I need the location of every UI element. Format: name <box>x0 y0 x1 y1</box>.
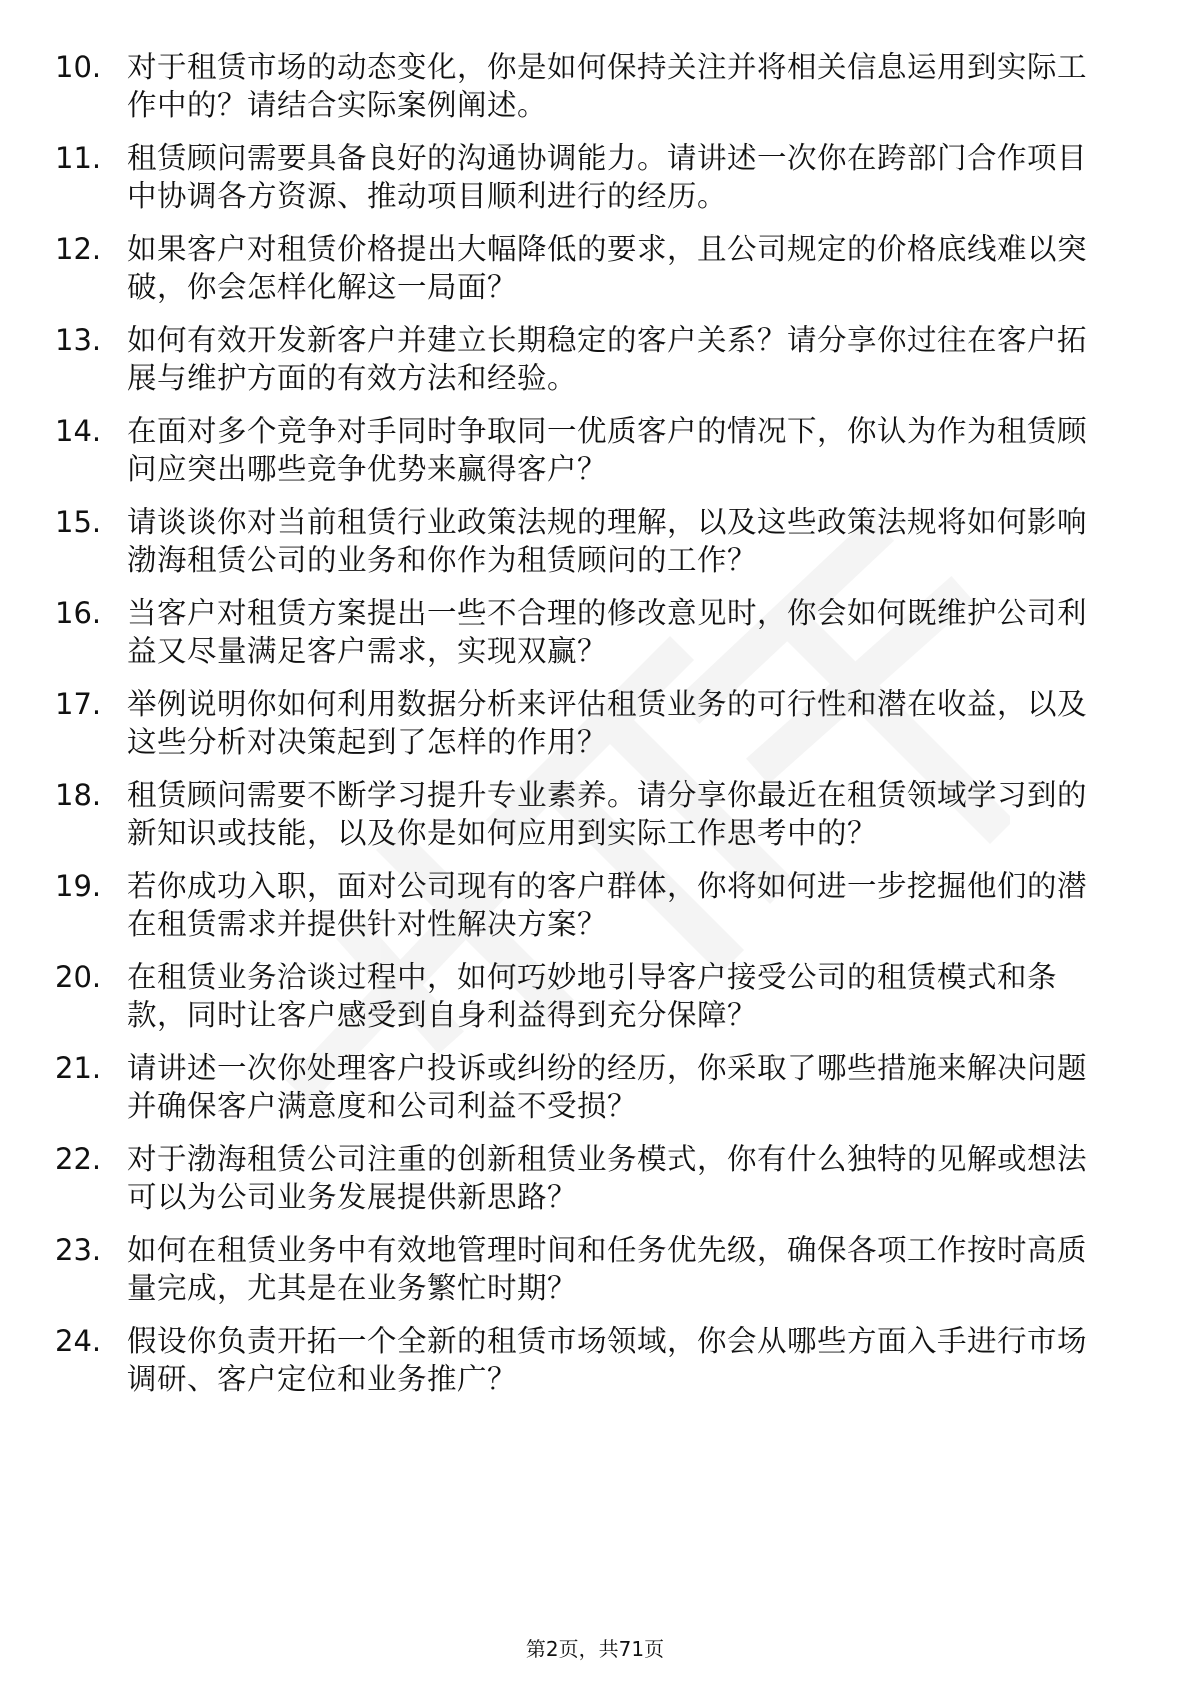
question-item <box>55 139 1115 215</box>
question-item <box>55 958 1115 1034</box>
question-item <box>55 867 1115 943</box>
question-text: 在租赁业务洽谈过程中，如何巧妙地引导客户接受公司的租赁模式和条款，同时让客户感受到自身利益得到充分保障？ <box>127 960 1058 1032</box>
question-number: 13. <box>55 323 102 357</box>
question-text: 如何在租赁业务中有效地管理时间和任务优先级，确保各项工作按时高质量完成，尤其是在业务繁忙时期？ <box>127 1233 1088 1305</box>
question-number: 11. <box>55 141 102 175</box>
question-number: 24. <box>55 1324 102 1358</box>
question-text: 若你成功入职，面对公司现有的客户群体，你将如何进一步挖掘他们的潜在租赁需求并提供针对性解决方案？ <box>127 869 1088 941</box>
question-number: 12. <box>55 232 102 266</box>
question-item <box>55 230 1115 306</box>
question-item <box>55 1140 1115 1216</box>
question-text: 当客户对租赁方案提出一些不合理的修改意见时，你会如何既维护公司利益又尽量满足客户需求，实现双赢？ <box>127 596 1088 668</box>
question-item <box>55 321 1115 397</box>
question-number: 20. <box>55 960 102 994</box>
question-number: 17. <box>55 687 102 721</box>
question-item <box>55 1231 1115 1307</box>
question-number: 10. <box>55 50 102 84</box>
question-item <box>55 1322 1115 1398</box>
question-number: 19. <box>55 869 102 903</box>
question-item <box>55 1049 1115 1125</box>
question-text: 租赁顾问需要具备良好的沟通协调能力。请讲述一次你在跨部门合作项目中协调各方资源、推动项目顺利进行的经历。 <box>127 141 1088 213</box>
question-list <box>55 48 1115 1413</box>
question-text: 假设你负责开拓一个全新的租赁市场领域，你会从哪些方面入手进行市场调研、客户定位和业务推广？ <box>127 1324 1088 1396</box>
question-text: 如果客户对租赁价格提出大幅降低的要求，且公司规定的价格底线难以突破，你会怎样化解这一局面？ <box>127 232 1088 304</box>
question-item <box>55 776 1115 852</box>
question-number: 15. <box>55 505 102 539</box>
question-text: 对于租赁市场的动态变化，你是如何保持关注并将相关信息运用到实际工作中的？请结合实际案例阐述。 <box>127 50 1088 122</box>
question-number: 16. <box>55 596 102 630</box>
question-number: 21. <box>55 1051 102 1085</box>
question-item <box>55 412 1115 488</box>
question-item <box>55 594 1115 670</box>
question-text: 举例说明你如何利用数据分析来评估租赁业务的可行性和潜在收益，以及这些分析对决策起到了怎样的作用？ <box>127 687 1088 759</box>
question-number: 18. <box>55 778 102 812</box>
question-item <box>55 685 1115 761</box>
question-text: 请讲述一次你处理客户投诉或纠纷的经历，你采取了哪些措施来解决问题并确保客户满意度和公司利益不受损？ <box>127 1051 1088 1123</box>
question-text: 在面对多个竞争对手同时争取同一优质客户的情况下，你认为作为租赁顾问应突出哪些竞争优势来赢得客户？ <box>127 414 1088 486</box>
question-text: 如何有效开发新客户并建立长期稳定的客户关系？请分享你过往在客户拓展与维护方面的有效方法和经验。 <box>127 323 1088 395</box>
question-item <box>55 48 1115 124</box>
question-number: 14. <box>55 414 102 448</box>
question-text: 对于渤海租赁公司注重的创新租赁业务模式，你有什么独特的见解或想法可以为公司业务发展提供新思路？ <box>127 1142 1088 1214</box>
question-number: 23. <box>55 1233 102 1267</box>
question-text: 租赁顾问需要不断学习提升专业素养。请分享你最近在租赁领域学习到的新知识或技能，以及你是如何应用到实际工作思考中的？ <box>127 778 1088 850</box>
question-text: 请谈谈你对当前租赁行业政策法规的理解，以及这些政策法规将如何影响渤海租赁公司的业务和你作为租赁顾问的工作？ <box>127 505 1088 577</box>
page-footer: 第2页，共71页 <box>525 1637 665 1661</box>
question-item <box>55 503 1115 579</box>
question-number: 22. <box>55 1142 102 1176</box>
